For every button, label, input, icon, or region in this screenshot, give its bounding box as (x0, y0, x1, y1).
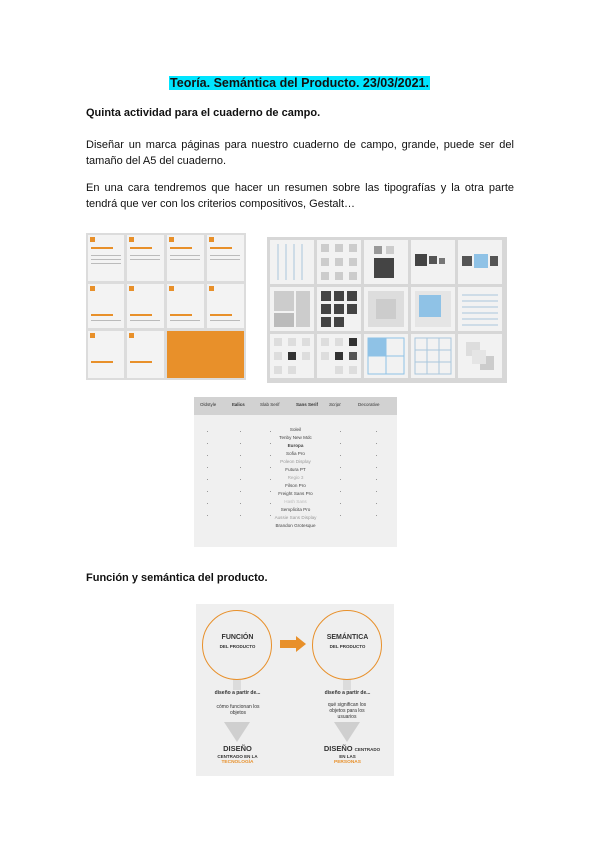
font-item: Tenby New Mdc (279, 435, 312, 440)
font-item: Sofia Pro (286, 451, 305, 456)
right-result-title: DISEÑO CENTRADO (323, 744, 381, 753)
page-title: Teoría. Semántica del Producto. 23/03/2021. (170, 76, 429, 90)
header-script: Script (329, 402, 341, 407)
font-item: Poleon Display (280, 459, 311, 464)
header-oldstyle: Oldstyle (200, 402, 217, 407)
gestalt-grid-image (267, 237, 507, 383)
header-slab-serif: Slab Serif (260, 402, 280, 407)
semantics-subtitle: DEL PRODUCTO (329, 644, 366, 649)
font-item: Freight Sans Pro (278, 491, 313, 496)
left-result-subtitle: CENTRADO EN LA (217, 754, 258, 759)
semantics-title: SEMÁNTICA (326, 634, 369, 641)
right-result-accent: PERSONAS (334, 760, 361, 765)
font-item: Regio 3 (287, 475, 304, 480)
font-item: Soleil (289, 427, 302, 432)
arrow-down-icon (224, 722, 250, 742)
font-item: Futura PT (285, 467, 306, 472)
font-item: Filson Pro (285, 483, 306, 488)
font-item: Aussie Sans Display (274, 515, 317, 520)
function-semantics-diagram (196, 604, 394, 776)
left-description: cómo funcionan los objetos (216, 704, 260, 716)
right-result-subtitle: EN LAS (339, 754, 356, 759)
header-italics: Italics (232, 402, 245, 407)
font-item: Hash Sans (284, 499, 307, 504)
font-item: Semplicita Pro (280, 507, 311, 512)
right-from-label: diseño a partir de... (324, 690, 371, 696)
function-title: FUNCIÓN (221, 634, 254, 641)
activity-heading: Quinta actividad para el cuaderno de campo. (86, 107, 321, 119)
left-result-accent: TECNOLOGÍA (221, 760, 254, 765)
section-heading: Función y semántica del producto. (86, 572, 268, 584)
typography-infographic-image (86, 233, 246, 380)
paragraph-2: En una cara tendremos que hacer un resumen sobre las tipografías y la otra parte tendrá que ver con los criterios compositivos, Gestalt… (86, 182, 514, 210)
header-sans-serif: Sans Serif (296, 402, 319, 407)
arrow-down-icon (334, 722, 360, 742)
right-description: qué significan los objetos para los usuarios (327, 702, 367, 720)
dot-columns (194, 397, 397, 547)
left-result-title: DISEÑO (223, 744, 252, 753)
font-item: Brandon Grotesque (275, 523, 316, 528)
paragraph-1: Diseñar un marca páginas para nuestro cuaderno de campo, grande, puede ser del tamaño del A5 del cuaderno. (86, 139, 514, 167)
font-item: Europa (287, 443, 304, 448)
header-decorative: Decorative (358, 402, 380, 407)
arrow-right-icon (280, 636, 306, 652)
function-subtitle: DEL PRODUCTO (219, 644, 256, 649)
left-from-label: diseño a partir de... (214, 690, 261, 696)
typography-classification-image (194, 397, 397, 547)
